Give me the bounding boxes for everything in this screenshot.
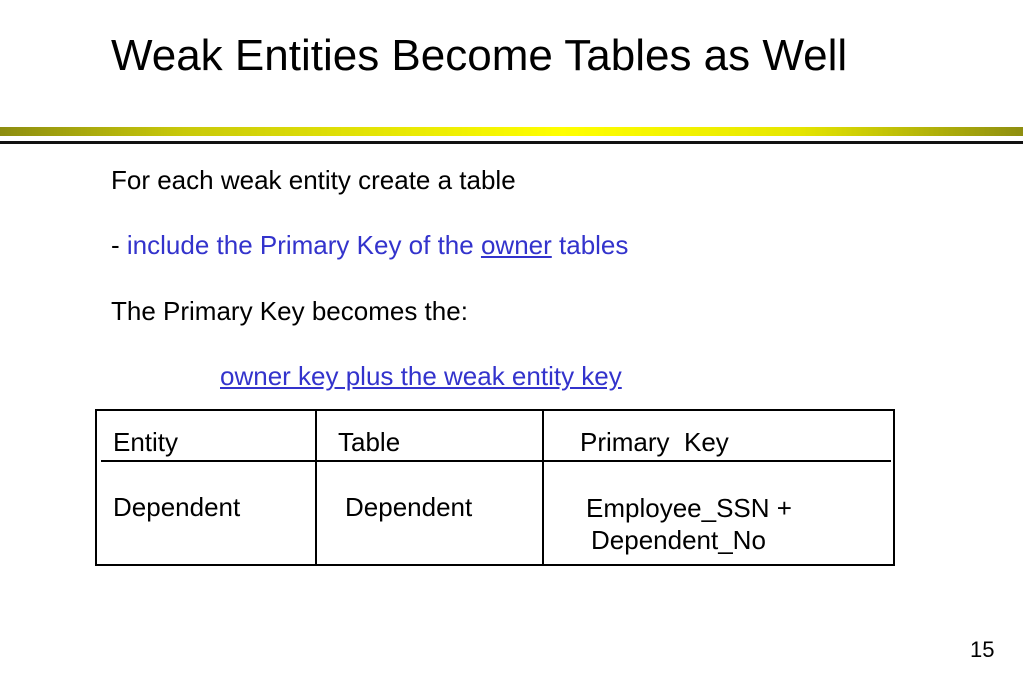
cell-primary-key-line1: Employee_SSN + [586,493,792,523]
column-divider-1 [315,411,317,564]
cell-table: Dependent [345,492,473,522]
dash-text: - [111,230,127,260]
header-divider [101,460,891,462]
bullet-line-2 [111,229,628,261]
owner-link-text: owner [480,230,552,260]
slide-title: Weak Entities Become Tables as Well [111,31,848,80]
bullet-line-4: owner key plus the weak entity key [220,361,622,391]
page-number: 15 [970,637,995,662]
title-divider-thick [0,127,1023,136]
header-table: Table [338,427,401,457]
line2-text-part1: include the Primary Key of the [126,230,481,260]
header-primary-key: Primary Key [580,427,729,457]
title-divider-thin [0,141,1023,144]
cell-entity: Dependent [113,492,241,522]
column-divider-2 [542,411,544,566]
cell-primary-key-line2: Dependent_No [591,525,766,555]
line2-text-part2: tables [551,230,629,260]
bullet-line-3: The Primary Key becomes the: [111,296,468,326]
entity-table [95,409,895,566]
bullet-line-1: For each weak entity create a table [111,165,516,195]
header-entity: Entity [113,427,179,457]
